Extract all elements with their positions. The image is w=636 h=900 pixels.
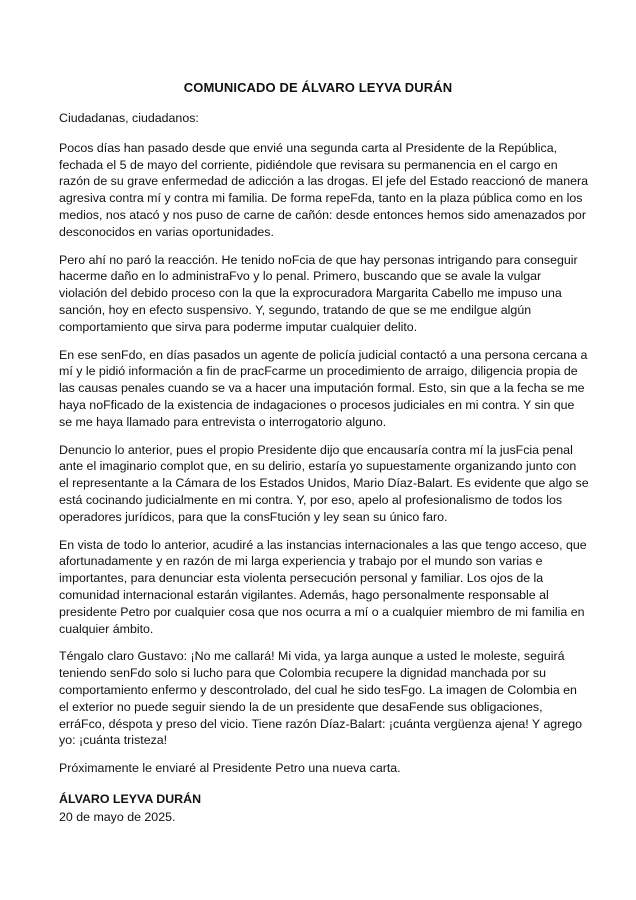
document-title: COMUNICADO DE ÁLVARO LEYVA DURÁN [183,80,453,95]
paragraph-7: Próximamente le enviaré al Presidente Petro una nueva carta. [59,761,401,776]
paragraph-1: Pocos días han pasado desde que envié una segunda carta al Presidente de la República, fechada el 5 de mayo del corriente, pidiéndole que revisara su permanencia en el cargo en razón de su grave enfermedad de adicción a las drogas. El jefe del Estado reaccionó de manera agresiva contra mí y contra mi familia. De forma repeFda, tanto en la plaza pública como en los medios, nos atacó y nos puso de carne de cañón: desde entonces hemos sido amenazados por desconocidos en varias oportunidades. [59,140,588,239]
paragraph-6: Téngalo claro Gustavo: ¡No me callará! Mi vida, ya larga aunque a usted le moleste, seguirá teniendo senFdo solo si lucho para que Colombia recupere la dignidad manchada por su comportamiento enfermo y descontrolado, del cual he sido tesFgo. La imagen de Colombia en el exterior no puede seguir siendo la de un presidente que desaFende sus obligaciones, erráFco, déspota y preso del vicio. Tiene razón Díaz-Balart: ¡cuánta vergüenza ajena! Y agrego yo: ¡cuánta tristeza! [59,649,583,748]
signature-name: ÁLVARO LEYVA DURÁN [59,791,202,806]
paragraph-5: En vista de todo lo anterior, acudiré a las instancias internacionales a las que tengo acceso, que afortunadamente y en razón de mi larga experiencia y trabajo por el mundo son varias e importantes, para denunciar esta violenta persecución personal y familiar. Los ojos de la comunidad internacional estarán vigilantes. Además, hago personalmente responsable al presidente Petro por cualquier cosa que nos ocurra a mí o a cualquier miembro de mi familia en cualquier ámbito. [59,537,587,636]
salutation: Ciudadanas, ciudadanos: [59,111,199,125]
paragraph-2: Pero ahí no paró la reacción. He tenido noFcia de que hay personas intrigando para conseguir hacerme daño en lo administraFvo y lo penal. Primero, buscando que se avale la vulgar violación del debido proceso con la que la exprocuradora Margarita Cabello me impuso una sanción, hoy en efecto suspensivo. Y, segundo, tratando de que se me endilgue algún comportamiento que sirva para poderme imputar cualquier delito. [59,252,578,334]
signature-date: 20 de mayo de 2025. [59,809,176,824]
document-body [59,110,589,825]
paragraph-4: Denuncio lo anterior, pues el propio Presidente dijo que encausaría contra mí la jusFcia penal ante el imaginario complot que, en su delirio, estaría yo supuestamente organizando junto con el representante a la Cámara de los Estados Unidos, Mario Díaz-Balart. Es evidente que algo se está cocinando judicialmente en mi contra. Y, por eso, apelo al profesionalismo de todos los operadores jurídicos, para que la consFtución y ley sean su único faro. [59,442,589,524]
paragraph-3: En ese senFdo, en días pasados un agente de policía judicial contactó a una persona cercana a mí y le pidió información a fin de pracFcarme un procedimiento de arraigo, diligencia propia de las causas penales cuando se va a hacer una imputación formal. Esto, sin que a la fecha se me haya noFficado de la existencia de indagaciones o procesos judiciales en mi contra. Y sin que se me haya llamado para entrevista o interrogatorio alguno. [59,347,588,429]
